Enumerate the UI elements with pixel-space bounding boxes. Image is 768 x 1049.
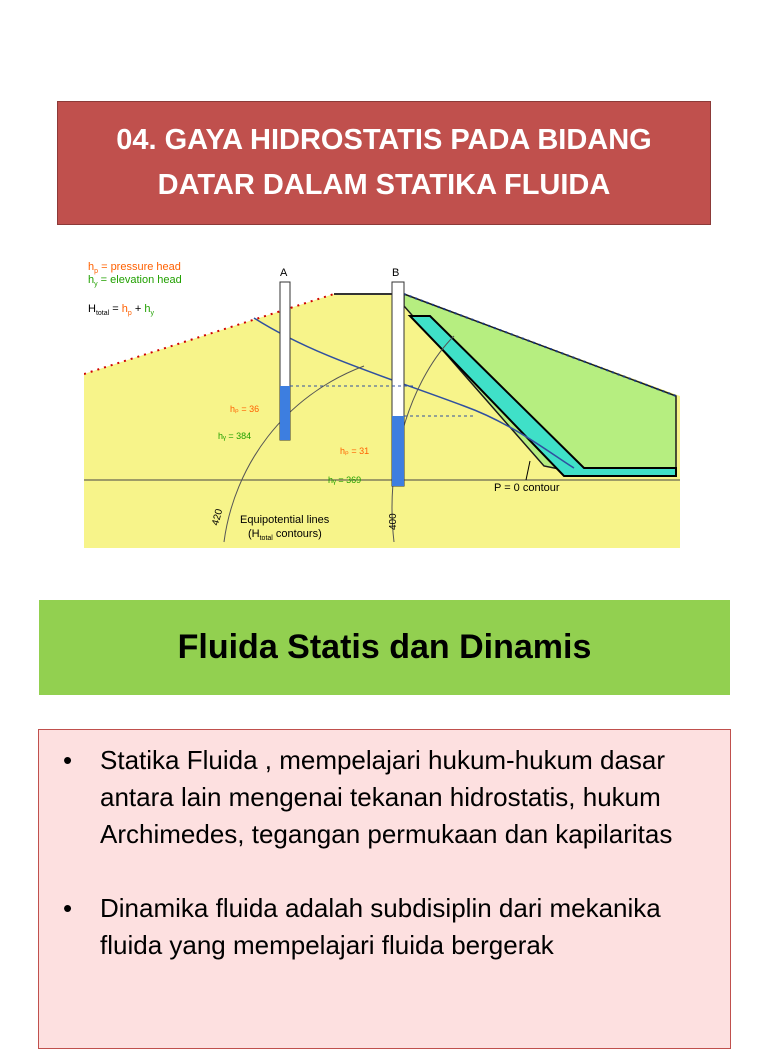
bullet-item-statika: • Statika Fluida , mempelajari hukum-hukum dasar antara lain mengenai tekanan hidrostatis, hukum Archimedes, tegangan permukaan dan kapilaritas xyxy=(63,742,710,853)
title-line-1: 04. GAYA HIDROSTATIS PADA BIDANG xyxy=(116,124,652,156)
line-400-label: 400 xyxy=(388,513,399,530)
slide-title xyxy=(57,101,711,225)
well-b-hy: hᵧ = 369 xyxy=(328,475,362,485)
title-line-2: DATAR DALAM STATIKA FLUIDA xyxy=(157,169,611,201)
well-b-hp: hₚ = 31 xyxy=(340,446,370,456)
bullet-item-dinamika: • Dinamika fluida adalah subdisiplin dari mekanika fluida yang mempelajari fluida bergerak xyxy=(63,890,710,964)
well-b-label: B xyxy=(392,267,400,279)
section-heading-text: Fluida Statis dan Dinamis xyxy=(177,628,592,666)
section-heading xyxy=(39,600,730,695)
legend-elevation: $h_y$ = elevation head xyxy=(88,274,182,288)
line-420-label: 420 xyxy=(210,507,226,527)
well-a-label: A xyxy=(280,267,288,279)
seepage-diagram xyxy=(84,256,680,548)
equip-label-2: ($H_{total}$ contours) xyxy=(248,528,322,542)
equip-label-1: Equipotential lines xyxy=(240,514,330,526)
well-a-hp: hₚ = 36 xyxy=(230,404,260,414)
legend-pressure: $h_p$ = pressure head xyxy=(88,261,181,275)
bullet-list xyxy=(63,742,710,964)
well-a-hy: hᵧ = 384 xyxy=(218,431,252,441)
well-a-water xyxy=(280,386,290,440)
well-b-water xyxy=(392,416,404,486)
contour-label: P = 0 contour xyxy=(494,482,560,494)
content-panel xyxy=(38,729,731,1049)
legend-total: $H_{total} = h_p + h_y$ xyxy=(88,303,154,317)
